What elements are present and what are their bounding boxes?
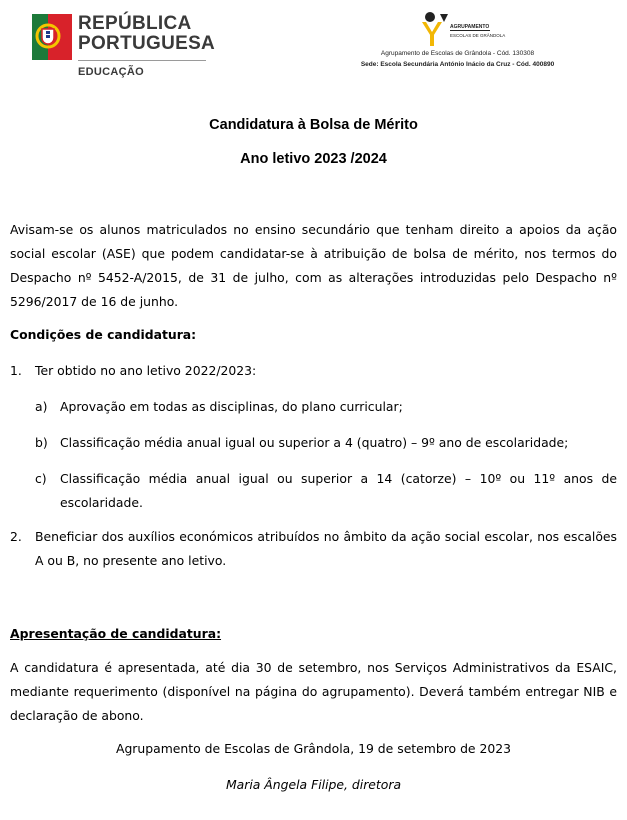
conditions-heading: Condições de candidatura:	[10, 327, 197, 342]
condition-text: Beneficiar dos auxílios económicos atribuídos no âmbito da ação social escolar, nos escalões A ou B, no presente ano letivo.	[35, 529, 617, 568]
subitem-text: Classificação média anual igual ou superior a 14 (catorze) – 10º ou 11º anos de escolaridade.	[60, 471, 617, 510]
condition-number: 1.	[10, 363, 22, 378]
school-year: Ano letivo 2023 /2024	[240, 151, 387, 167]
agrupamento-logo-icon	[412, 8, 506, 46]
agrupamento-logo-top-text: AGRUPAMENTO	[450, 24, 490, 30]
subitem-letter: a)	[35, 399, 48, 414]
educacao-label: EDUCAÇÃO	[78, 66, 144, 78]
document-title: Candidatura à Bolsa de Mérito	[209, 117, 418, 133]
place-and-date: Agrupamento de Escolas de Grândola, 19 de setembro de 2023	[115, 741, 512, 756]
portuguese-coat-of-arms-icon	[32, 14, 72, 60]
submission-heading: Apresentação de candidatura:	[10, 626, 222, 641]
agrupamento-block	[350, 8, 565, 78]
republica-portuguesa-logo	[32, 12, 216, 80]
agrupamento-code-line: Agrupamento de Escolas de Grândola - Cód. 130308	[380, 50, 535, 57]
submission-paragraph: A candidatura é apresentada, até dia 30 de setembro, nos Serviços Administrativos da ESAIC, mediante requerimento (disponível na página do agrupamento). Deverá também entregar NIB e declaração de abono.	[10, 660, 617, 723]
sede-code-line: Sede: Escola Secundária António Inácio da Cruz - Cód. 400890	[360, 61, 555, 68]
republica-portuguesa-text: REPÚBLICA PORTUGUESA	[78, 13, 216, 54]
intro-paragraph: Avisam-se os alunos matriculados no ensino secundário que tenham direito a apoios da ação social escolar (ASE) que podem candidatar-se à atribuição de bolsa de mérito, nos termos do Despacho nº 5452-A/2015, de 31 de julho, com as alterações introduzidas pelo Despacho nº 5296/2017 de 16 de junho.	[10, 222, 617, 309]
condition-number: 2.	[10, 529, 22, 544]
document-header	[0, 0, 627, 90]
subitem-letter: b)	[35, 435, 48, 450]
subitem-letter: c)	[35, 471, 47, 486]
subitem-text: Classificação média anual igual ou superior a 4 (quatro) – 9º ano de escolaridade;	[60, 435, 569, 450]
agrupamento-logo-bottom-text: ESCOLAS DE GRÂNDOLA	[450, 33, 506, 38]
logo-divider	[78, 60, 206, 61]
signature: Maria Ângela Filipe, diretora	[225, 777, 402, 792]
subitem-text: Aprovação em todas as disciplinas, do plano curricular;	[60, 399, 403, 414]
condition-text: Ter obtido no ano letivo 2022/2023:	[35, 363, 257, 378]
